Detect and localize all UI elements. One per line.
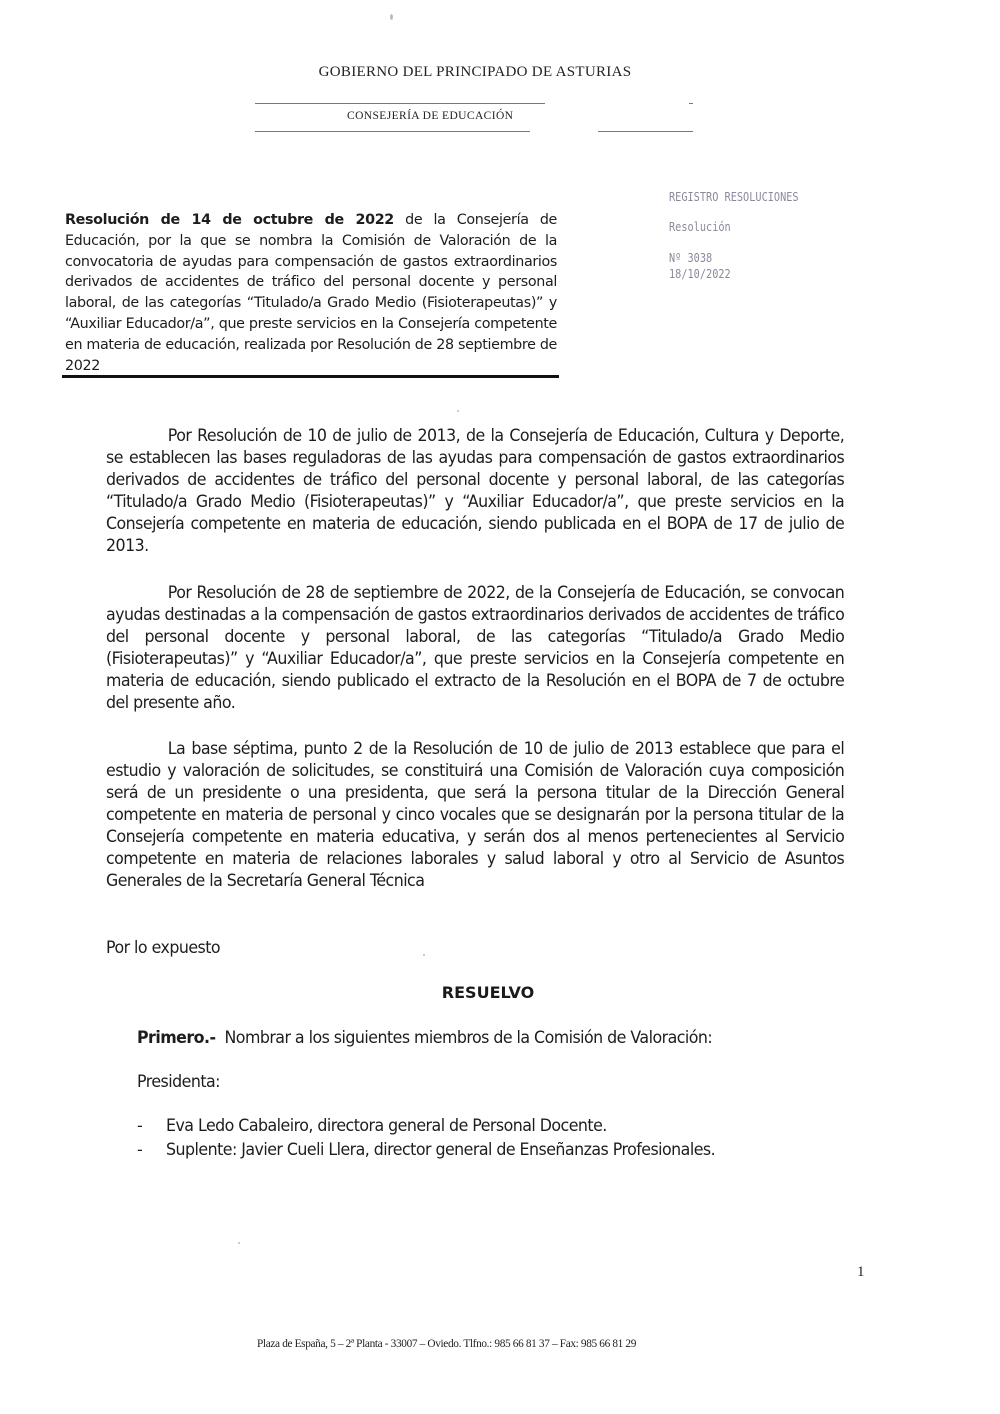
header-rule-top bbox=[255, 103, 545, 104]
scan-speck bbox=[423, 954, 425, 956]
header-rule-bottom bbox=[255, 131, 530, 132]
footer-address: Plaza de España, 5 – 2ª Planta - 33007 – Oviedo. Tlfno.: 985 66 81 37 – Fax: 985 66 81 29 bbox=[257, 1338, 637, 1350]
first-label: Primero.- bbox=[137, 1028, 216, 1047]
first-resolution bbox=[137, 1028, 712, 1047]
stamp-type: Resolución bbox=[669, 219, 731, 234]
paragraph-text: Por Resolución de 28 de septiembre de 2022, de la Consejería de Educación, se convocan ayudas destinadas a la compensación de gastos extraordinarios derivados de accidentes de tráfico del personal docente y personal laboral, de las categorías “Titulado/a Grado Medio (Fisioterapeutas)” y “Auxiliar Educador/a”, que preste servicios en la Consejería competente en materia de educación, siendo publicado el extracto de la Resolución en el BOPA de 7 de octubre del presente año. bbox=[106, 583, 845, 712]
stamp-date: 18/10/2022 bbox=[669, 266, 731, 281]
resolves-heading bbox=[0, 983, 1000, 1002]
conclusion-text: Por lo expuesto bbox=[106, 938, 221, 957]
summary-underline bbox=[62, 375, 559, 378]
header-rule-right bbox=[598, 131, 693, 132]
stamp-number: Nº 3038 bbox=[669, 250, 713, 265]
government-name: GOBIERNO DEL PRINCIPADO DE ASTURIAS bbox=[318, 64, 632, 80]
resolution-summary bbox=[65, 210, 557, 376]
stamp-registry: REGISTRO RESOLUCIONES bbox=[669, 189, 799, 204]
paragraph-text: Por Resolución de 10 de julio de 2013, de la Consejería de Educación, Cultura y Deporte, se establecen las bases reguladoras de las ayudas para compensación de gastos extraordinarios derivados de accidentes de tráfico del personal docente y personal laboral, de las categorías “Titulado/a Grado Medio (Fisioterapeutas)” y “Auxiliar Educador/a”, que preste servicios en la Consejería competente en materia de educación, siendo publicada en el BOPA de 17 de julio de 2013. bbox=[106, 426, 845, 555]
resolves-heading-text: RESUELVO bbox=[441, 983, 535, 1002]
summary-bold-lead: Resolución de 14 de octubre de 2022 bbox=[65, 212, 394, 228]
body-paragraph-2 bbox=[106, 582, 844, 714]
member-item: Suplente: Javier Cueli Llera, director general de Enseñanzas Profesionales. bbox=[166, 1140, 716, 1159]
header-rule-mark bbox=[689, 103, 693, 104]
department-header: CONSEJERÍA DE EDUCACIÓN bbox=[347, 110, 514, 122]
bullet-marker: - bbox=[137, 1140, 143, 1159]
scan-speck bbox=[390, 14, 393, 20]
summary-text: de la Consejería de Educación, por la que se nombra la Comisión de Valoración de la convocatoria de ayudas para compensación de gastos extraordinarios derivados de accidentes de tráfico del personal docente y personal laboral, de las categorías “Titulado/a Grado Medio (Fisioterapeutas)” y “Auxiliar Educador/a”, que preste servicios en la Consejería competente en materia de educación, realizada por Resolución de 28 septiembre de 2022 bbox=[65, 212, 557, 374]
bullet-marker: - bbox=[137, 1116, 143, 1135]
government-header bbox=[0, 64, 1000, 81]
body-paragraph-1 bbox=[106, 425, 844, 557]
president-label: Presidenta: bbox=[137, 1072, 220, 1091]
page-number: 1 bbox=[857, 1264, 865, 1280]
body-paragraph-3 bbox=[106, 738, 844, 892]
paragraph-text: La base séptima, punto 2 de la Resolución de 10 de julio de 2013 establece que para el estudio y valoración de solicitudes, se constituirá una Comisión de Valoración cuya composición será de un presidente o una presidenta, que será la persona titular de la Dirección General competente en materia de personal y cinco vocales que se designarán por la persona titular de la Consejería competente en materia educativa, y serán dos al menos pertenecientes al Servicio competente en materia de relaciones laborales y salud laboral y otro al Servicio de Asuntos Generales de la Secretaría General Técnica bbox=[106, 739, 845, 890]
first-text: Nombrar a los siguientes miembros de la Comisión de Valoración: bbox=[224, 1028, 713, 1047]
scan-speck bbox=[238, 1242, 240, 1244]
scan-speck bbox=[457, 410, 459, 412]
member-item: Eva Ledo Cabaleiro, directora general de Personal Docente. bbox=[166, 1116, 607, 1135]
